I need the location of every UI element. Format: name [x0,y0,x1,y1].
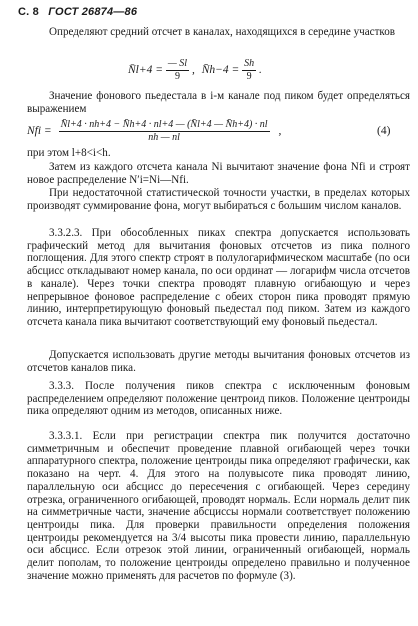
paragraph-other-methods: Допускается использовать другие методы вычитания фоновых отсчетов из отсчетов каналов пика. [27,349,410,374]
page-number: С. 8 [18,6,39,18]
paragraph-3-3-3: 3.3.3. После получения пиков спектра с исключенным фоновым распределением определяют положение центроид пиков. Положение центроиды пика определяют одним из методов, описанных ниже. [27,380,410,418]
fraction-l: $\frac{— Sl}{9}$ [167,58,188,82]
paragraph-3-3-3-1: 3.3.3.1. Если при регистрации спектра пик получится достаточно симметричным и обеспечит проведение плавной огибающей через точки аппаратурного спектра, положение центроиды пика определяют графически, как показано на черт. 4. Для этого на полувысоте пика проводят линию, параллельную оси абсцисс до пересечения с огибающей. Через середину отрезка, ограниченного огибающей, проводят нормаль. Если нормаль делит пик на симметричные части, значение абсциссы нормали соответствует положению центроиды пика. Для проверки правильности определения положения центроиды рекомендуется на 3/4 высоты пика провести линию, параллельную оси абсцисс. Если отрезок этой линии, ограниченный огибающей, нормаль делит пополам, то положение центроиды определено правильно и полученное значение можно применять для расчетов по формуле (3). [27,430,410,582]
formula-mean-count: N̄l+4 = $\frac{— Sl}{9}$ , N̄h−4 = $\frac{Sh}{9}$ . [128,58,262,82]
fraction-background: $\frac{N̄l+4 \cdot nh+4 - N̄h+4 \cdot nl+4 — (N̄l+4 — N̄h+4) \cdot nl}{nh — nl}$ [60,119,268,143]
formula-4: Nfi = $\frac{N̄l+4 \cdot nh+4 - N̄h+4 \cdot nl+4 — (N̄l+4 — N̄h+4) \cdot nl}{nh — nl}$ , [27,119,282,143]
paragraph-mean-count: Определяют средний отсчет в каналах, находящихся в середине участков [49,26,396,38]
paragraph-background-pedestal: Значение фонового пьедестала в i-м канале под пиком будет определяться выражением [27,90,410,115]
paragraph-statistical-accuracy: При недостаточной статистической точности участки, в пределах которых производят суммирование фона, могут выбираться с большим числом каналов. [27,187,410,212]
paragraph-3-3-2-3: 3.3.2.3. При обособленных пиках спектра допускается использовать графический метод для вычитания фоновых отсчетов из пика полного поглощения. Для этого спектр строят в полулогарифмическом масштабе (по оси абсцисс откладывают номер канала, по оси ординат — логарифм числа отсчетов в канале). Через точки спектра проводят плавную огибающую и через непрерывное фоновое распределение с обеих сторон пика проводят прямую линию, интерпретирующую фоновый пьедестал под пиком. Затем из каждого отсчета канала пика вычитают соответствующий ему фоновый пьедестал. [27,227,410,328]
paragraph-subtract-background: Затем из каждого отсчета канала Ni вычитают значение фона Nfi и строят новое распределение N′i=Ni—Nfi. [27,161,410,186]
equation-number: (4) [377,125,391,137]
page-header [18,6,137,18]
standard-code: ГОСТ 26874—86 [48,6,138,18]
paragraph-condition: при этом l+8<i<h. [27,147,111,159]
fraction-h: $\frac{Sh}{9}$ [244,58,255,82]
